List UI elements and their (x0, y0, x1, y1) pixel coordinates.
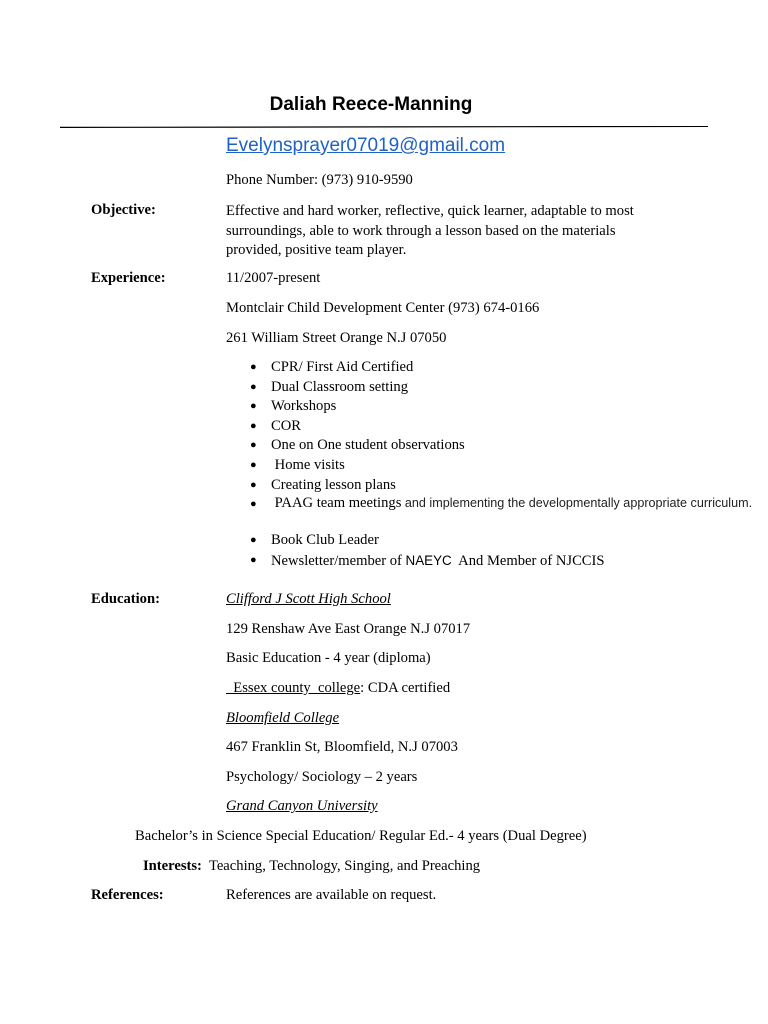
bullet-text: PAAG team meetings (271, 495, 402, 512)
bullet-icon: ● (250, 534, 257, 547)
school-2-detail: Psychology/ Sociology – 2 years (226, 769, 418, 785)
school-1-address: 129 Renshaw Ave East Orange N.J 07017 (226, 621, 471, 637)
school-1-name: Clifford J Scott High School (226, 591, 391, 607)
bullet-icon: ● (250, 498, 257, 511)
experience-employer: Montclair Child Development Center (973) 674-0166 (226, 300, 540, 316)
experience-dates: 11/2007-present (226, 270, 321, 286)
bullet-text: Creating lesson plans (271, 476, 396, 493)
school-1-detail: Basic Education - 4 year (diploma) (226, 650, 431, 666)
bullet-text: Book Club Leader (271, 532, 379, 549)
list-item (226, 456, 752, 476)
bachelor-degree: Bachelor’s in Science Special Education/ Regular Ed.- 4 years (Dual Degree) (135, 828, 587, 844)
list-item (226, 358, 752, 378)
interests-label: Interests: (143, 858, 202, 874)
references-label: References: (91, 887, 164, 903)
essex-college-detail: : CDA certified (360, 680, 451, 696)
bullet-text-tail: And Member of NJCCIS (451, 552, 605, 569)
objective-label: Objective: (91, 202, 156, 218)
education-label: Education: (91, 591, 160, 607)
bullet-icon: ● (250, 419, 257, 432)
bullet-icon: ● (250, 439, 257, 452)
list-item (226, 531, 752, 551)
bullet-text: CPR/ First Aid Certified (271, 359, 414, 375)
bullet-icon: ● (250, 458, 257, 471)
school-2-name: Bloomfield College (226, 710, 340, 726)
bullet-text: Dual Classroom setting (271, 378, 409, 395)
header-divider (60, 126, 708, 128)
bullet-text-continued: and implementing the developmentally appropriate curriculum. (401, 496, 753, 511)
experience-label: Experience: (91, 270, 166, 286)
list-item (226, 476, 752, 496)
essex-college-name: Essex county college (226, 680, 361, 696)
bullet-text: COR (271, 417, 302, 434)
objective-text: Effective and hard worker, reflective, quick learner, adaptable to most surroundings, able to work through a lesson based on the materials provided, positive team player. (226, 203, 634, 258)
bullet-icon: ● (250, 553, 257, 566)
school-2-address: 467 Franklin St, Bloomfield, N.J 07003 (226, 739, 458, 755)
list-item (226, 551, 752, 571)
school-3-name: Grand Canyon University (226, 798, 378, 814)
references-text: References are available on request. (226, 887, 437, 903)
list-item (226, 378, 752, 398)
bullet-icon: ● (250, 361, 257, 373)
resume-name: Daliah Reece-Manning (269, 94, 473, 115)
bullet-text: One on One student observations (271, 437, 465, 454)
phone-number: Phone Number: (973) 910-9590 (226, 172, 413, 188)
bullet-text: Home visits (271, 456, 345, 473)
interests-line (143, 858, 480, 875)
email-link[interactable]: Evelynsprayer07019@gmail.com (226, 135, 506, 156)
list-item (226, 495, 752, 531)
list-item (226, 417, 752, 437)
bullet-icon: ● (250, 478, 257, 491)
naeyc-text: NAEYC (405, 552, 452, 568)
list-item (226, 436, 752, 456)
bullet-text: Newsletter/member of (271, 552, 406, 569)
experience-bullet-list (226, 358, 752, 570)
bullet-icon: ● (250, 380, 257, 393)
bullet-text: Workshops (271, 398, 337, 415)
interests-text: Teaching, Technology, Singing, and Preaching (201, 858, 481, 874)
bullet-icon: ● (250, 400, 257, 413)
experience-address: 261 William Street Orange N.J 07050 (226, 330, 447, 346)
essex-college (226, 680, 450, 697)
list-item (226, 397, 752, 417)
